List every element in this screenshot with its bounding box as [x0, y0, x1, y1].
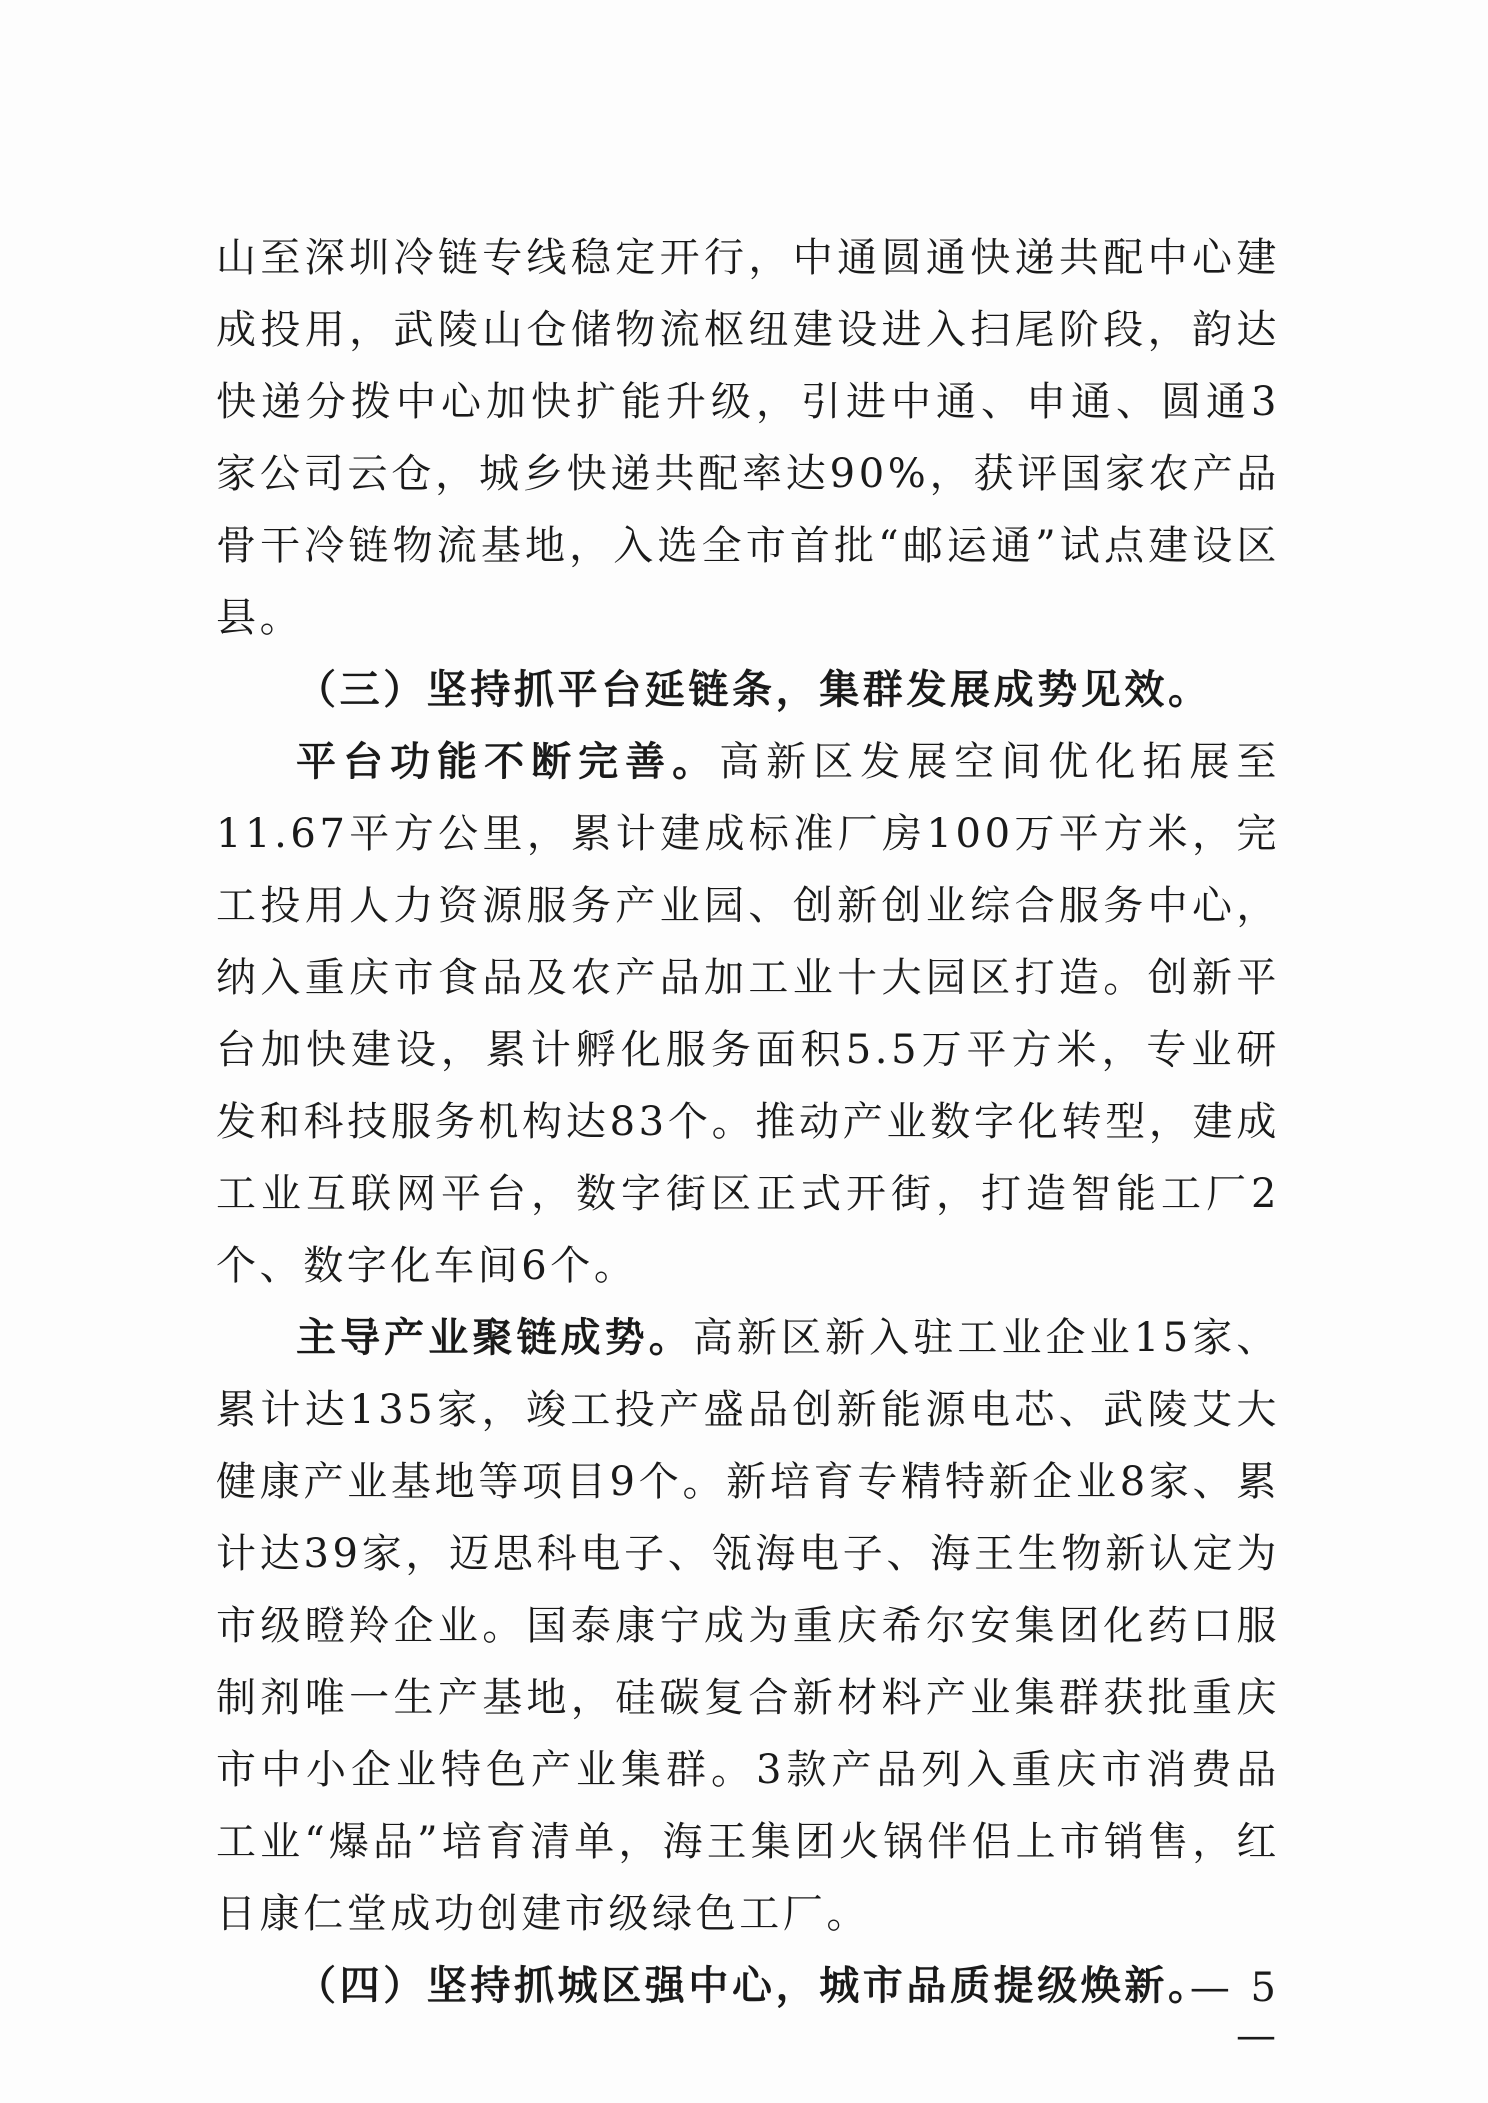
section-heading-3: （三）坚持抓平台延链条，集群发展成势见效。: [296, 666, 1212, 713]
paragraph-platform: [216, 726, 1280, 1302]
paragraph-continued: [216, 222, 1280, 654]
paragraph-lead: 主导产业聚链成势。: [296, 1314, 693, 1361]
paragraph-lead: 平台功能不断完善。: [296, 738, 720, 785]
paragraph-industry: [216, 1302, 1280, 1950]
paragraph-text: 山至深圳冷链专线稳定开行，中通圆通快递共配中心建成投用，武陵山仓储物流枢纽建设进入扫尾阶段，韵达快递分拨中心加快扩能升级，引进中通、申通、圆通3家公司云仓，城乡快递共配率达90%，获评国家农产品骨干冷链物流基地，入选全市首批“邮运通”试点建设区县。: [216, 235, 1280, 641]
document-body: [216, 222, 1280, 2022]
paragraph-text: 高新区发展空间优化拓展至11.67平方公里，累计建成标准厂房100万平方米，完工投用人力资源服务产业园、创新创业综合服务中心，纳入重庆市食品及农产品加工业十大园区打造。创新平台加快建设，累计孵化服务面积5.5万平方米，专业研发和科技服务机构达83个。推动产业数字化转型，建成工业互联网平台，数字街区正式开街，打造智能工厂2个、数字化车间6个。: [216, 739, 1281, 1289]
section-heading-4: （四）坚持抓城区强中心，城市品质提级焕新。: [296, 1962, 1212, 2009]
page-number: — 5 —: [1189, 1965, 1280, 2059]
paragraph-text: 高新区新入驻工业企业15家、累计达135家，竣工投产盛品创新能源电芯、武陵艾大健康产业基地等项目9个。新培育专精特新企业8家、累计达39家，迈思科电子、瓴海电子、海王生物新认定为市级瞪羚企业。国泰康宁成为重庆希尔安集团化药口服制剂唯一生产基地，硅碳复合新材料产业集群获批重庆市中小企业特色产业集群。3款产品列入重庆市消费品工业“爆品”培育清单，海王集团火锅伴侣上市销售，红日康仁堂成功创建市级绿色工厂。: [216, 1315, 1280, 1937]
